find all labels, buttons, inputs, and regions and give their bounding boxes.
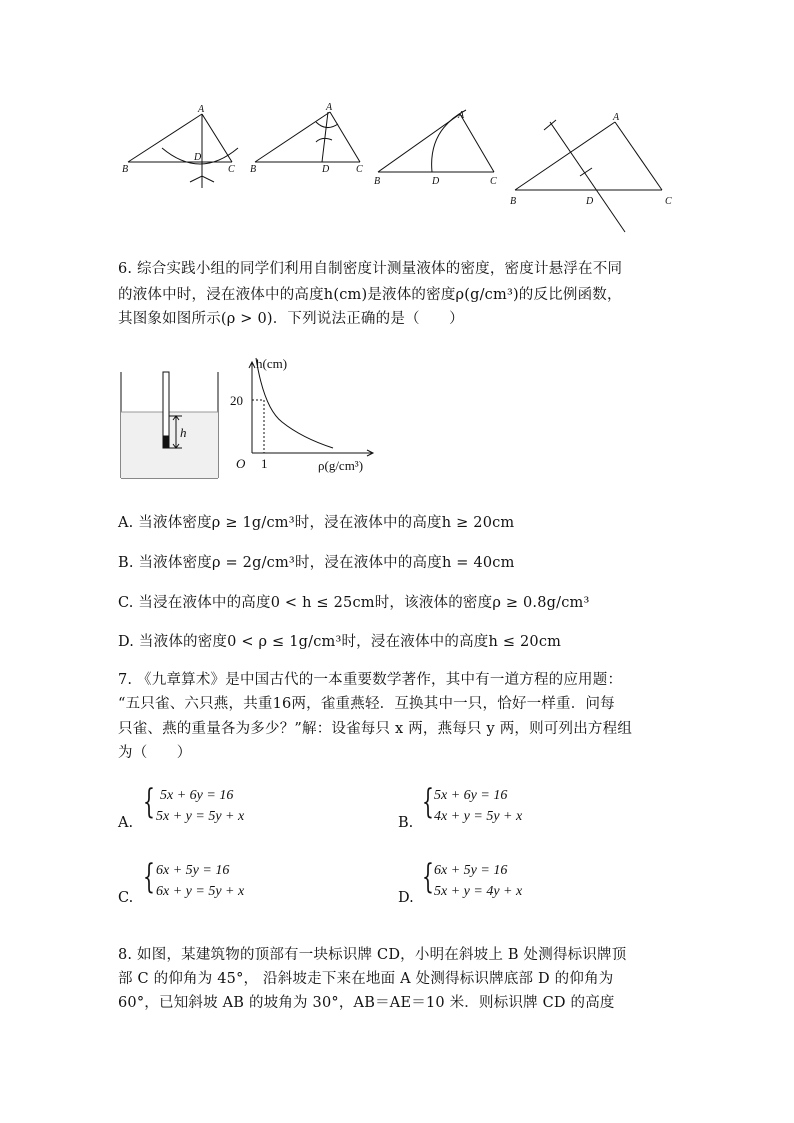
fig2-label-D: D bbox=[322, 164, 330, 175]
figure-4 bbox=[515, 120, 662, 232]
q7-option-b-label: B. bbox=[398, 815, 414, 831]
q7-option-c-brace: { bbox=[143, 857, 155, 897]
fig1-label-B: B bbox=[122, 164, 129, 175]
fig2-label-B: B bbox=[250, 164, 257, 175]
q7-option-b-brace: { bbox=[422, 782, 434, 822]
fig3-label-A: A bbox=[458, 110, 465, 121]
q7-line-2: “五只雀、六只燕，共重16两，雀重燕轻．互换其中一只，恰好一样重．问每 bbox=[118, 696, 615, 712]
q7-option-a-eq2: 5x + y = 5y + x bbox=[156, 809, 245, 824]
beaker bbox=[121, 372, 218, 478]
q7-option-a-eq1: 5x + 6y = 16 bbox=[160, 788, 234, 803]
fig2-label-C: C bbox=[356, 164, 363, 175]
density-graph bbox=[249, 358, 373, 456]
q6-figure bbox=[118, 350, 388, 485]
q8-line-2: 部 C 的仰角为 45°， 沿斜坡走下来在地面 A 处测得标识牌底部 D 的仰角为 bbox=[118, 971, 614, 987]
q7-line-3: 只雀、燕的重量各为多少？”解：设雀每只 x 两，燕每只 y 两，则可列出方程组 bbox=[118, 721, 633, 737]
q6-line-2: 的液体中时，浸在液体中的高度h(cm)是液体的密度ρ(g/cm³)的反比例函数， bbox=[118, 287, 622, 303]
q7-line-1: 7. 《九章算术》是中国古代的一本重要数学著作，其中有一道方程的应用题： bbox=[118, 672, 623, 688]
y-tick-20: 20 bbox=[230, 393, 243, 408]
q6-option-c: C. 当浸在液体中的高度0 < h ≤ 25cm时，该液体的密度ρ ≥ 0.8g/cm³ bbox=[118, 595, 590, 611]
q7-option-b-eq2: 4x + y = 5y + x bbox=[434, 809, 523, 824]
fig4-label-D: D bbox=[586, 196, 594, 207]
q7-option-b-eq1: 5x + 6y = 16 bbox=[434, 788, 508, 803]
q6-line-3: 其图象如图所示(ρ > 0)．下列说法正确的是（ ） bbox=[118, 311, 464, 327]
q7-option-a-label: A. bbox=[118, 815, 134, 831]
q6-option-a: A. 当液体密度ρ ≥ 1g/cm³时，浸在液体中的高度h ≥ 20cm bbox=[118, 515, 515, 531]
q7-option-c-label: C. bbox=[118, 890, 134, 906]
q7-line-4: 为（ ） bbox=[118, 745, 192, 761]
fig1-label-C: C bbox=[228, 164, 235, 175]
q7-option-d-brace: { bbox=[422, 857, 434, 897]
x-tick-1: 1 bbox=[261, 456, 268, 471]
fig4-label-C: C bbox=[665, 196, 672, 207]
y-axis-label: h(cm) bbox=[256, 356, 288, 371]
figure-1 bbox=[128, 114, 238, 188]
q7-option-a-brace: { bbox=[143, 782, 155, 822]
q7-option-d-eq1: 6x + 5y = 16 bbox=[434, 863, 508, 878]
beaker-h-label: h bbox=[180, 425, 187, 440]
q8-line-1: 8. 如图，某建筑物的顶部有一块标识牌 CD，小明在斜坡上 B 处测得标识牌顶 bbox=[118, 947, 627, 963]
fig3-label-D: D bbox=[432, 176, 440, 187]
figure-2 bbox=[255, 112, 360, 162]
q6-option-b: B. 当液体密度ρ = 2g/cm³时，浸在液体中的高度h = 40cm bbox=[118, 555, 515, 571]
fig4-label-A: A bbox=[613, 112, 620, 123]
inverse-curve bbox=[256, 358, 333, 448]
figure-3 bbox=[378, 110, 494, 172]
q8-line-3: 60°，已知斜坡 AB 的坡角为 30°，AB＝AE＝10 米．则标识牌 CD 的高度 bbox=[118, 995, 615, 1011]
construction-figures bbox=[110, 100, 690, 240]
q7-option-d-label: D. bbox=[398, 890, 414, 906]
fig4-label-B: B bbox=[510, 196, 517, 207]
fig3-label-B: B bbox=[374, 176, 381, 187]
fig1-label-A: A bbox=[198, 104, 205, 115]
x-axis-label: ρ(g/cm³) bbox=[318, 458, 364, 473]
q7-option-d-eq2: 5x + y = 4y + x bbox=[434, 884, 523, 899]
fig1-label-D: D bbox=[194, 152, 202, 163]
q7-option-c-eq2: 6x + y = 5y + x bbox=[156, 884, 245, 899]
fig3-label-C: C bbox=[490, 176, 497, 187]
fig2-label-A: A bbox=[326, 102, 333, 113]
q6-line-1: 6. 综合实践小组的同学们利用自制密度计测量液体的密度，密度计悬浮在不同 bbox=[118, 261, 623, 277]
origin-label: O bbox=[236, 456, 246, 471]
q6-option-d: D. 当液体的密度0 < ρ ≤ 1g/cm³时，浸在液体中的高度h ≤ 20cm bbox=[118, 634, 562, 650]
q7-option-c-eq1: 6x + 5y = 16 bbox=[156, 863, 230, 878]
